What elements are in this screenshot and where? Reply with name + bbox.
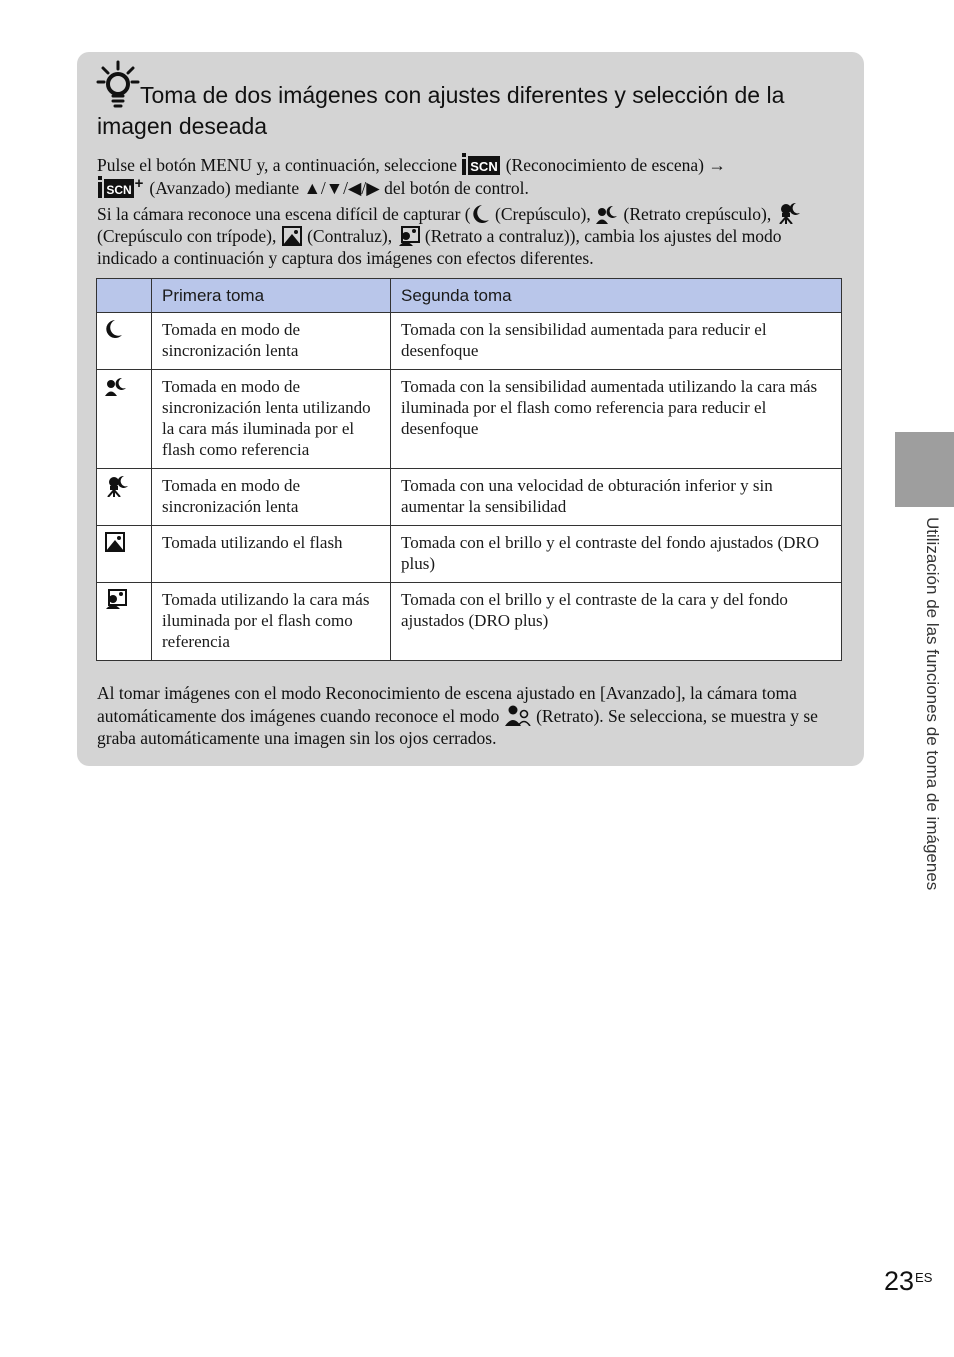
table-cell: Tomada con el brillo y el contraste del fondo ajustados (DRO plus) [391, 526, 842, 583]
table-cell: Tomada utilizando la cara más iluminada por el flash como referencia [152, 583, 391, 661]
table-icon-cell [97, 370, 152, 469]
table-icon-cell [97, 526, 152, 583]
table-header-cell: Segunda toma [391, 279, 842, 313]
mode-table [96, 278, 842, 661]
section-title: Toma de dos imágenes con ajustes diferentes y selección de la imagen deseada [97, 82, 785, 139]
table-row [97, 583, 842, 661]
table-cell: Tomada con el brillo y el contraste de la cara y del fondo ajustados (DRO plus) [391, 583, 842, 661]
table-cell: Tomada con la sensibilidad aumentada utilizando la cara más iluminada por el flash como referencia para reducir el desenfoque [391, 370, 842, 469]
table-icon-cell [97, 313, 152, 370]
table-row [97, 469, 842, 526]
backlight-icon [105, 532, 125, 552]
outro-paragraph: Al tomar imágenes con el modo Reconocimiento de escena ajustado en [Avanzado], la cámara toma automáticamente dos imágenes cuando reconoce el modo (Retrato). Se selecciona, se muestra y se graba automáticamente una imagen sin los ojos cerrados. [97, 683, 818, 748]
table-header-row [97, 279, 842, 313]
intro-paragraph-1: Pulse el botón MENU y, a continuación, seleccione SCN (Reconocimiento de escena) → SCN + (Avanzado) mediante ▲/▼/◀/▶ del botón de control. [97, 155, 726, 198]
twilight-icon [105, 319, 123, 339]
table-row [97, 526, 842, 583]
table-cell: Tomada con una velocidad de obturación inferior y sin aumentar la sensibilidad [391, 469, 842, 526]
twilight-portrait-icon [105, 376, 127, 396]
backlight-portrait-icon [105, 589, 127, 609]
twilight-tripod-icon [777, 202, 801, 224]
svg-text:SCN: SCN [106, 183, 132, 197]
table-row [97, 370, 842, 469]
table-header-cell [97, 279, 152, 313]
table-row [97, 313, 842, 370]
table-cell: Tomada utilizando el flash [152, 526, 391, 583]
svg-text:SCN: SCN [470, 159, 499, 174]
table-icon-cell [97, 583, 152, 661]
page-language-suffix: ES [915, 1270, 933, 1285]
scene-recognition-advanced-icon [98, 176, 144, 198]
table-cell: Tomada en modo de sincronización lenta utilizando la cara más iluminada por el flash como referencia [152, 370, 391, 469]
table-header-cell: Primera toma [152, 279, 391, 313]
table-cell: Tomada con la sensibilidad aumentada para reducir el desenfoque [391, 313, 842, 370]
page-number: $23^{ES}$ [884, 1266, 933, 1296]
twilight-icon [472, 204, 490, 224]
backlight-portrait-icon [398, 226, 420, 246]
table-cell: Tomada en modo de sincronización lenta [152, 313, 391, 370]
twilight-portrait-icon [596, 204, 618, 224]
svg-text:+: + [134, 176, 144, 192]
chapter-label: Utilización de las funciones de toma de imágenes [923, 517, 942, 891]
portrait-icon [505, 704, 531, 726]
table-icon-cell [97, 469, 152, 526]
twilight-tripod-icon [105, 475, 129, 497]
scene-recognition-icon [462, 153, 500, 175]
intro-paragraph-2: Si la cámara reconoce una escena difícil de capturar ( (Crepúsculo), (Retrato crepúsculo), (Crepúsculo con trípode), (Contraluz), (Retrato a contraluz)), cambia los ajustes del modo indicado a continuación y captura dos imágenes con efectos diferentes. [97, 202, 845, 269]
chapter-tab [895, 432, 954, 507]
backlight-icon [282, 226, 302, 246]
table-cell: Tomada en modo de sincronización lenta [152, 469, 391, 526]
